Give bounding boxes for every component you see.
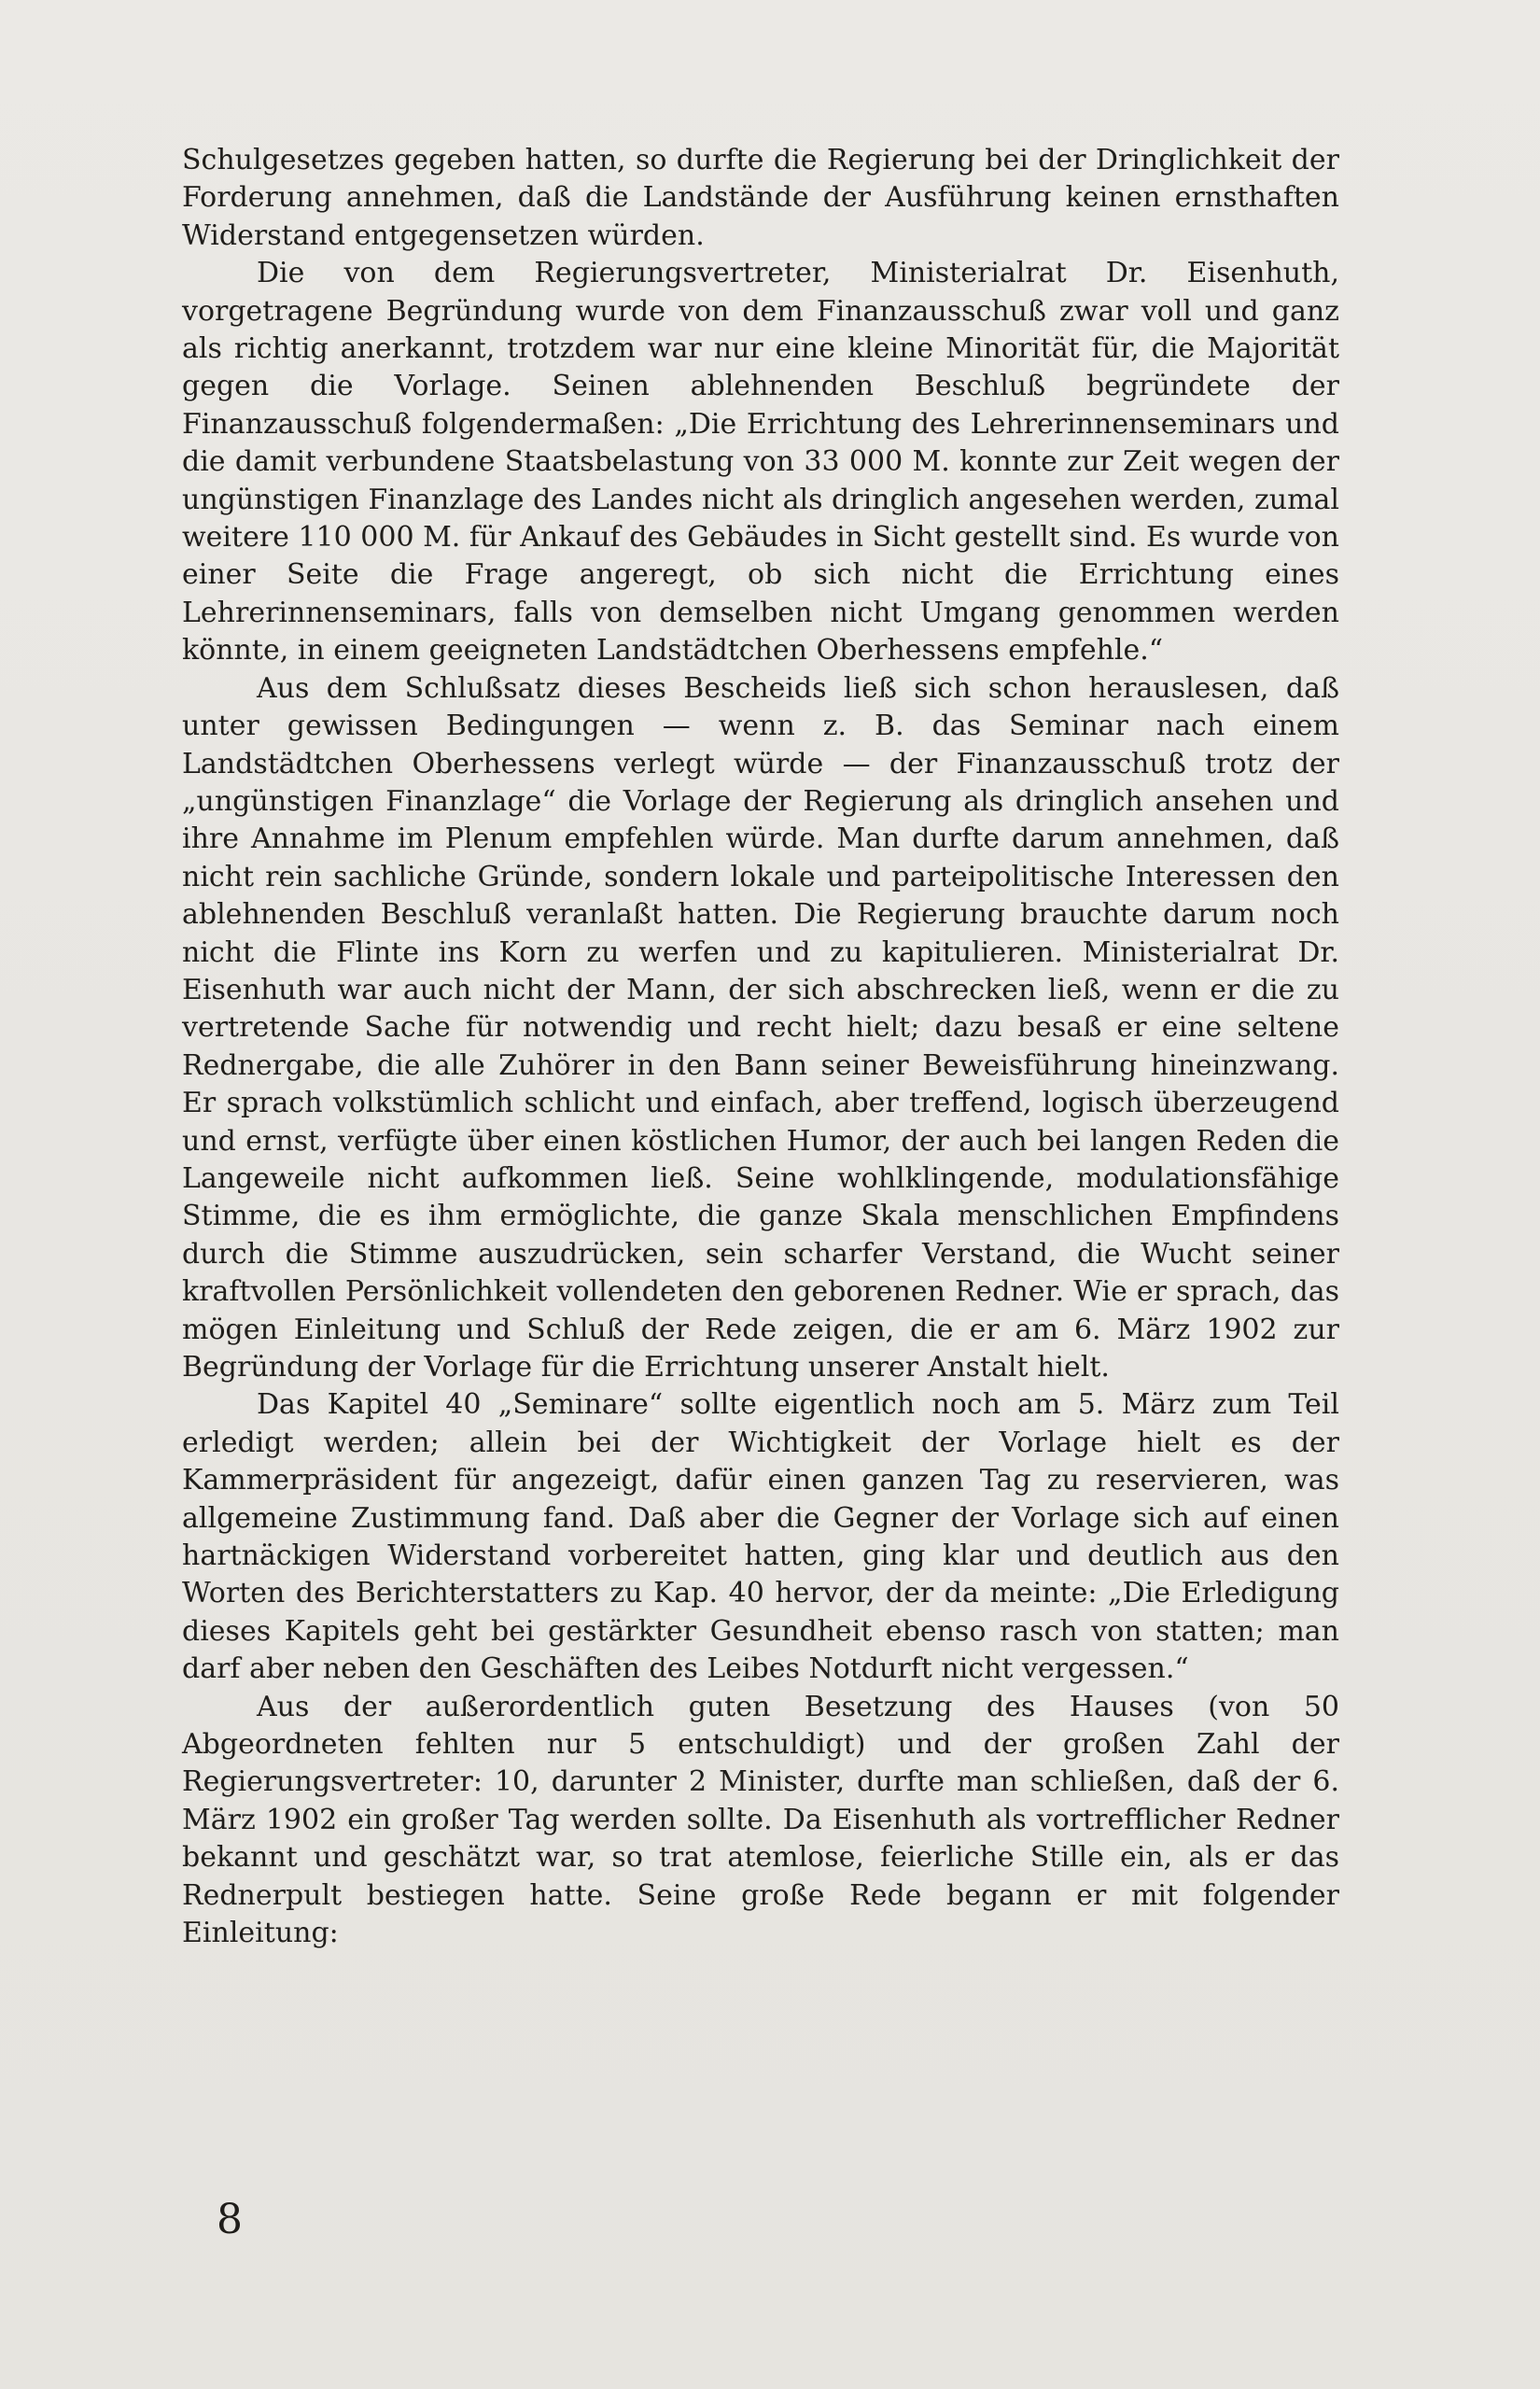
page-number: 8: [217, 2196, 243, 2243]
body-text: [182, 142, 1339, 1953]
paragraph-3: Aus dem Schlußsatz dieses Bescheids ließ sich schon herauslesen, daß unter gewissen Bedingungen — wenn z. B. das Seminar nach einem Landstädtchen Oberhessens verlegt würde — der Finanzausschuß trotz der „ungünstigen Finanzlage“ die Vorlage der Regierung als dringlich ansehen und ihre Annahme im Plenum empfehlen würde. Man durfte darum annehmen, daß nicht rein sachliche Gründe, sondern lokale und parteipolitische Interessen den ablehnenden Beschluß veranlaßt hatten. Die Regierung brauchte darum noch nicht die Flinte ins Korn zu werfen und zu kapitulieren. Ministerialrat Dr. Eisenhuth war auch nicht der Mann, der sich abschrecken ließ, wenn er die zu vertretende Sache für notwendig und recht hielt; dazu besaß er eine seltene Rednergabe, die alle Zuhörer in den Bann seiner Beweisführung hineinzwang. Er sprach volkstümlich schlicht und einfach, aber treffend, logisch überzeugend und ernst, verfügte über einen köstlichen Humor, der auch bei langen Reden die Langeweile nicht aufkommen ließ. Seine wohlklingende, modulationsfähige Stimme, die es ihm ermöglichte, die ganze Skala menschlichen Empfindens durch die Stimme auszudrücken, sein scharfer Verstand, die Wucht seiner kraftvollen Persönlichkeit vollendeten den geborenen Redner. Wie er sprach, das mögen Einleitung und Schluß der Rede zeigen, die er am 6. März 1902 zur Begründung der Vorlage für die Errichtung unserer Anstalt hielt.: [182, 671, 1339, 1384]
paragraph-4: Das Kapitel 40 „Seminare“ sollte eigentlich noch am 5. März zum Teil erledigt werden; allein bei der Wichtigkeit der Vorlage hielt es der Kammerpräsident für angezeigt, dafür einen ganzen Tag zu reservieren, was allgemeine Zustimmung fand. Daß aber die Gegner der Vorlage sich auf einen hartnäckigen Widerstand vorbereitet hatten, ging klar und deutlich aus den Worten des Berichterstatters zu Kap. 40 hervor, der da meinte: „Die Erledigung dieses Kapitels geht bei gestärkter Gesundheit ebenso rasch von statten; man darf aber neben den Geschäften des Leibes Notdurft nicht vergessen.“: [182, 1388, 1339, 1686]
paragraph-2: Die von dem Regierungsvertreter, Ministerialrat Dr. Eisenhuth, vorgetragene Begründung wurde von dem Finanzausschuß zwar voll und ganz als richtig anerkannt, trotzdem war nur eine kleine Minorität für, die Majorität gegen die Vorlage. Seinen ablehnenden Beschluß begründete der Finanzausschuß folgendermaßen: „Die Errichtung des Lehrerinnenseminars und die damit verbundene Staatsbelastung von 33 000 M. konnte zur Zeit wegen der ungünstigen Finanzlage des Landes nicht als dringlich angesehen werden, zumal weitere 110 000 M. für Ankauf des Gebäudes in Sicht gestellt sind. Es wurde von einer Seite die Frage angeregt, ob sich nicht die Errichtung eines Lehrerinnenseminars, falls von demselben nicht Umgang genommen werden könnte, in einem geeigneten Landstädtchen Oberhessens empfehle.“: [182, 257, 1339, 668]
paragraph-5: Aus der außerordentlich guten Besetzung des Hauses (von 50 Abgeordneten fehlten nur 5 entschuldigt) und der großen Zahl der Regierungsvertreter: 10, darunter 2 Minister, durfte man schließen, daß der 6. März 1902 ein großer Tag werden sollte. Da Eisenhuth als vortrefflicher Redner bekannt und geschätzt war, so trat atemlose, feierliche Stille ein, als er das Rednerpult bestiegen hatte. Seine große Rede begann er mit folgender Einleitung:: [182, 1690, 1339, 1950]
paragraph-1: Schulgesetzes gegeben hatten, so durfte die Regierung bei der Dringlichkeit der Forderung annehmen, daß die Landstände der Ausführung keinen ernsthaften Widerstand entgegensetzen würden.: [182, 144, 1339, 252]
